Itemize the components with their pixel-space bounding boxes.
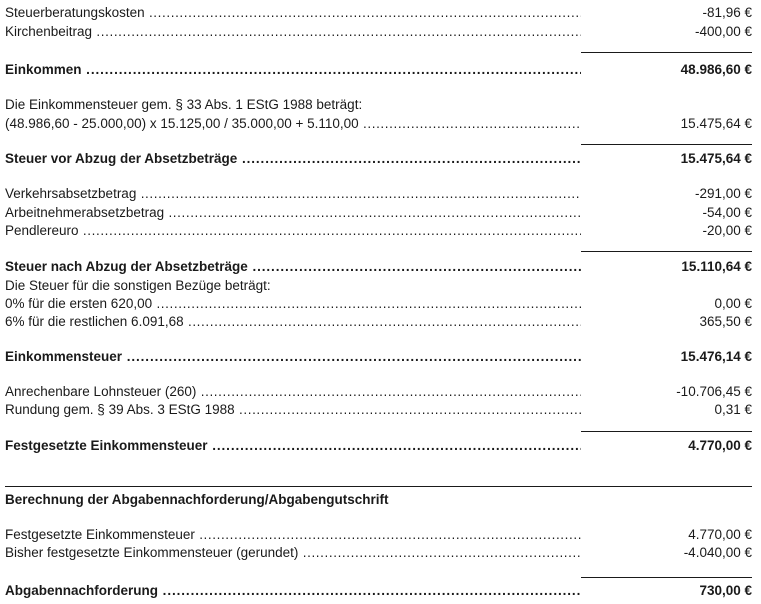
- row-berechnung-festgesetzte: [5, 526, 752, 544]
- row-label: Festgesetzte Einkommensteuer: [5, 438, 208, 453]
- row-label: Steuer nach Abzug der Absetzbeträge: [5, 259, 248, 274]
- row-sonstige-intro: [5, 277, 752, 295]
- row-est-formula: [5, 115, 752, 133]
- row-value: -291,00 €: [694, 186, 752, 201]
- row-label: Einkommen: [5, 62, 82, 77]
- row-anrechenbare-lohnsteuer: [5, 383, 752, 401]
- row-kirchenbeitrag: [5, 23, 752, 41]
- row-verkehrsabsetzbetrag: [5, 185, 752, 203]
- row-label: Einkommensteuer: [5, 349, 123, 364]
- section-divider: [5, 486, 752, 487]
- row-value: 15.110,64 €: [681, 259, 752, 274]
- row-pendlereuro: [5, 222, 752, 240]
- row-festgesetzte-einkommensteuer: [5, 437, 752, 455]
- row-label: Pendlereuro: [5, 223, 79, 238]
- section-heading-berechnung: [5, 491, 752, 509]
- row-label: Anrechenbare Lohnsteuer (260): [5, 384, 197, 399]
- row-label: Steuer vor Abzug der Absetzbeträge: [5, 151, 238, 166]
- row-value: 4.770,00 €: [688, 527, 752, 542]
- row-label: (48.986,60 - 25.000,00) x 15.125,00 / 35.000,00 + 5.110,00: [5, 116, 359, 131]
- row-abgabennachforderung: [5, 582, 752, 600]
- sum-rule: [581, 144, 752, 145]
- row-steuer-nach-abzug: [5, 258, 752, 276]
- row-null-prozent: [5, 295, 752, 313]
- row-einkommensteuer: [5, 348, 752, 366]
- row-label: Steuerberatungskosten: [5, 5, 145, 20]
- row-label: Bisher festgesetzte Einkommensteuer (gerundet): [5, 545, 299, 560]
- row-value: 15.476,14 €: [680, 349, 752, 364]
- row-value: 15.475,64 €: [680, 116, 752, 131]
- row-label: Abgabennachforderung: [5, 583, 159, 598]
- section-heading: Berechnung der Abgabennachforderung/Abgabengutschrift: [5, 492, 389, 507]
- row-label: Die Einkommensteuer gem. § 33 Abs. 1 EStG 1988 beträgt:: [5, 97, 363, 112]
- sum-rule: [581, 52, 752, 53]
- row-value: 48.986,60 €: [680, 62, 752, 77]
- row-value: 0,31 €: [714, 402, 752, 417]
- row-label: Verkehrsabsetzbetrag: [5, 186, 137, 201]
- sum-rule: [581, 431, 752, 432]
- sum-rule: [581, 251, 752, 252]
- row-berechnung-bisher: [5, 544, 752, 562]
- row-label: Kirchenbeitrag: [5, 24, 93, 39]
- row-est-intro: [5, 96, 752, 114]
- row-label: 0% für die ersten 620,00: [5, 296, 153, 311]
- row-label: 6% für die restlichen 6.091,68: [5, 314, 184, 329]
- row-value: -4.040,00 €: [683, 545, 752, 560]
- row-value: 730,00 €: [699, 583, 752, 598]
- row-rundung: [5, 401, 752, 419]
- row-label: Rundung gem. § 39 Abs. 3 EStG 1988: [5, 402, 235, 417]
- row-value: -81,96 €: [702, 5, 752, 20]
- row-einkommen: [5, 61, 752, 79]
- row-arbeitnehmerabsetzbetrag: [5, 204, 752, 222]
- row-label: Festgesetzte Einkommensteuer: [5, 527, 195, 542]
- row-label: Die Steuer für die sonstigen Bezüge beträgt:: [5, 278, 271, 293]
- row-value: 0,00 €: [714, 296, 752, 311]
- row-sechs-prozent: [5, 313, 752, 331]
- row-value: -20,00 €: [702, 223, 752, 238]
- row-steuerberatungskosten: [5, 4, 752, 22]
- row-value: -10.706,45 €: [676, 384, 752, 399]
- row-value: -54,00 €: [702, 205, 752, 220]
- row-label: Arbeitnehmerabsetzbetrag: [5, 205, 165, 220]
- row-value: 15.475,64 €: [680, 151, 752, 166]
- row-steuer-vor-abzug: [5, 150, 752, 168]
- row-value: 4.770,00 €: [688, 438, 752, 453]
- row-value: -400,00 €: [694, 24, 752, 39]
- row-value: 365,50 €: [699, 314, 752, 329]
- sum-rule: [581, 577, 752, 578]
